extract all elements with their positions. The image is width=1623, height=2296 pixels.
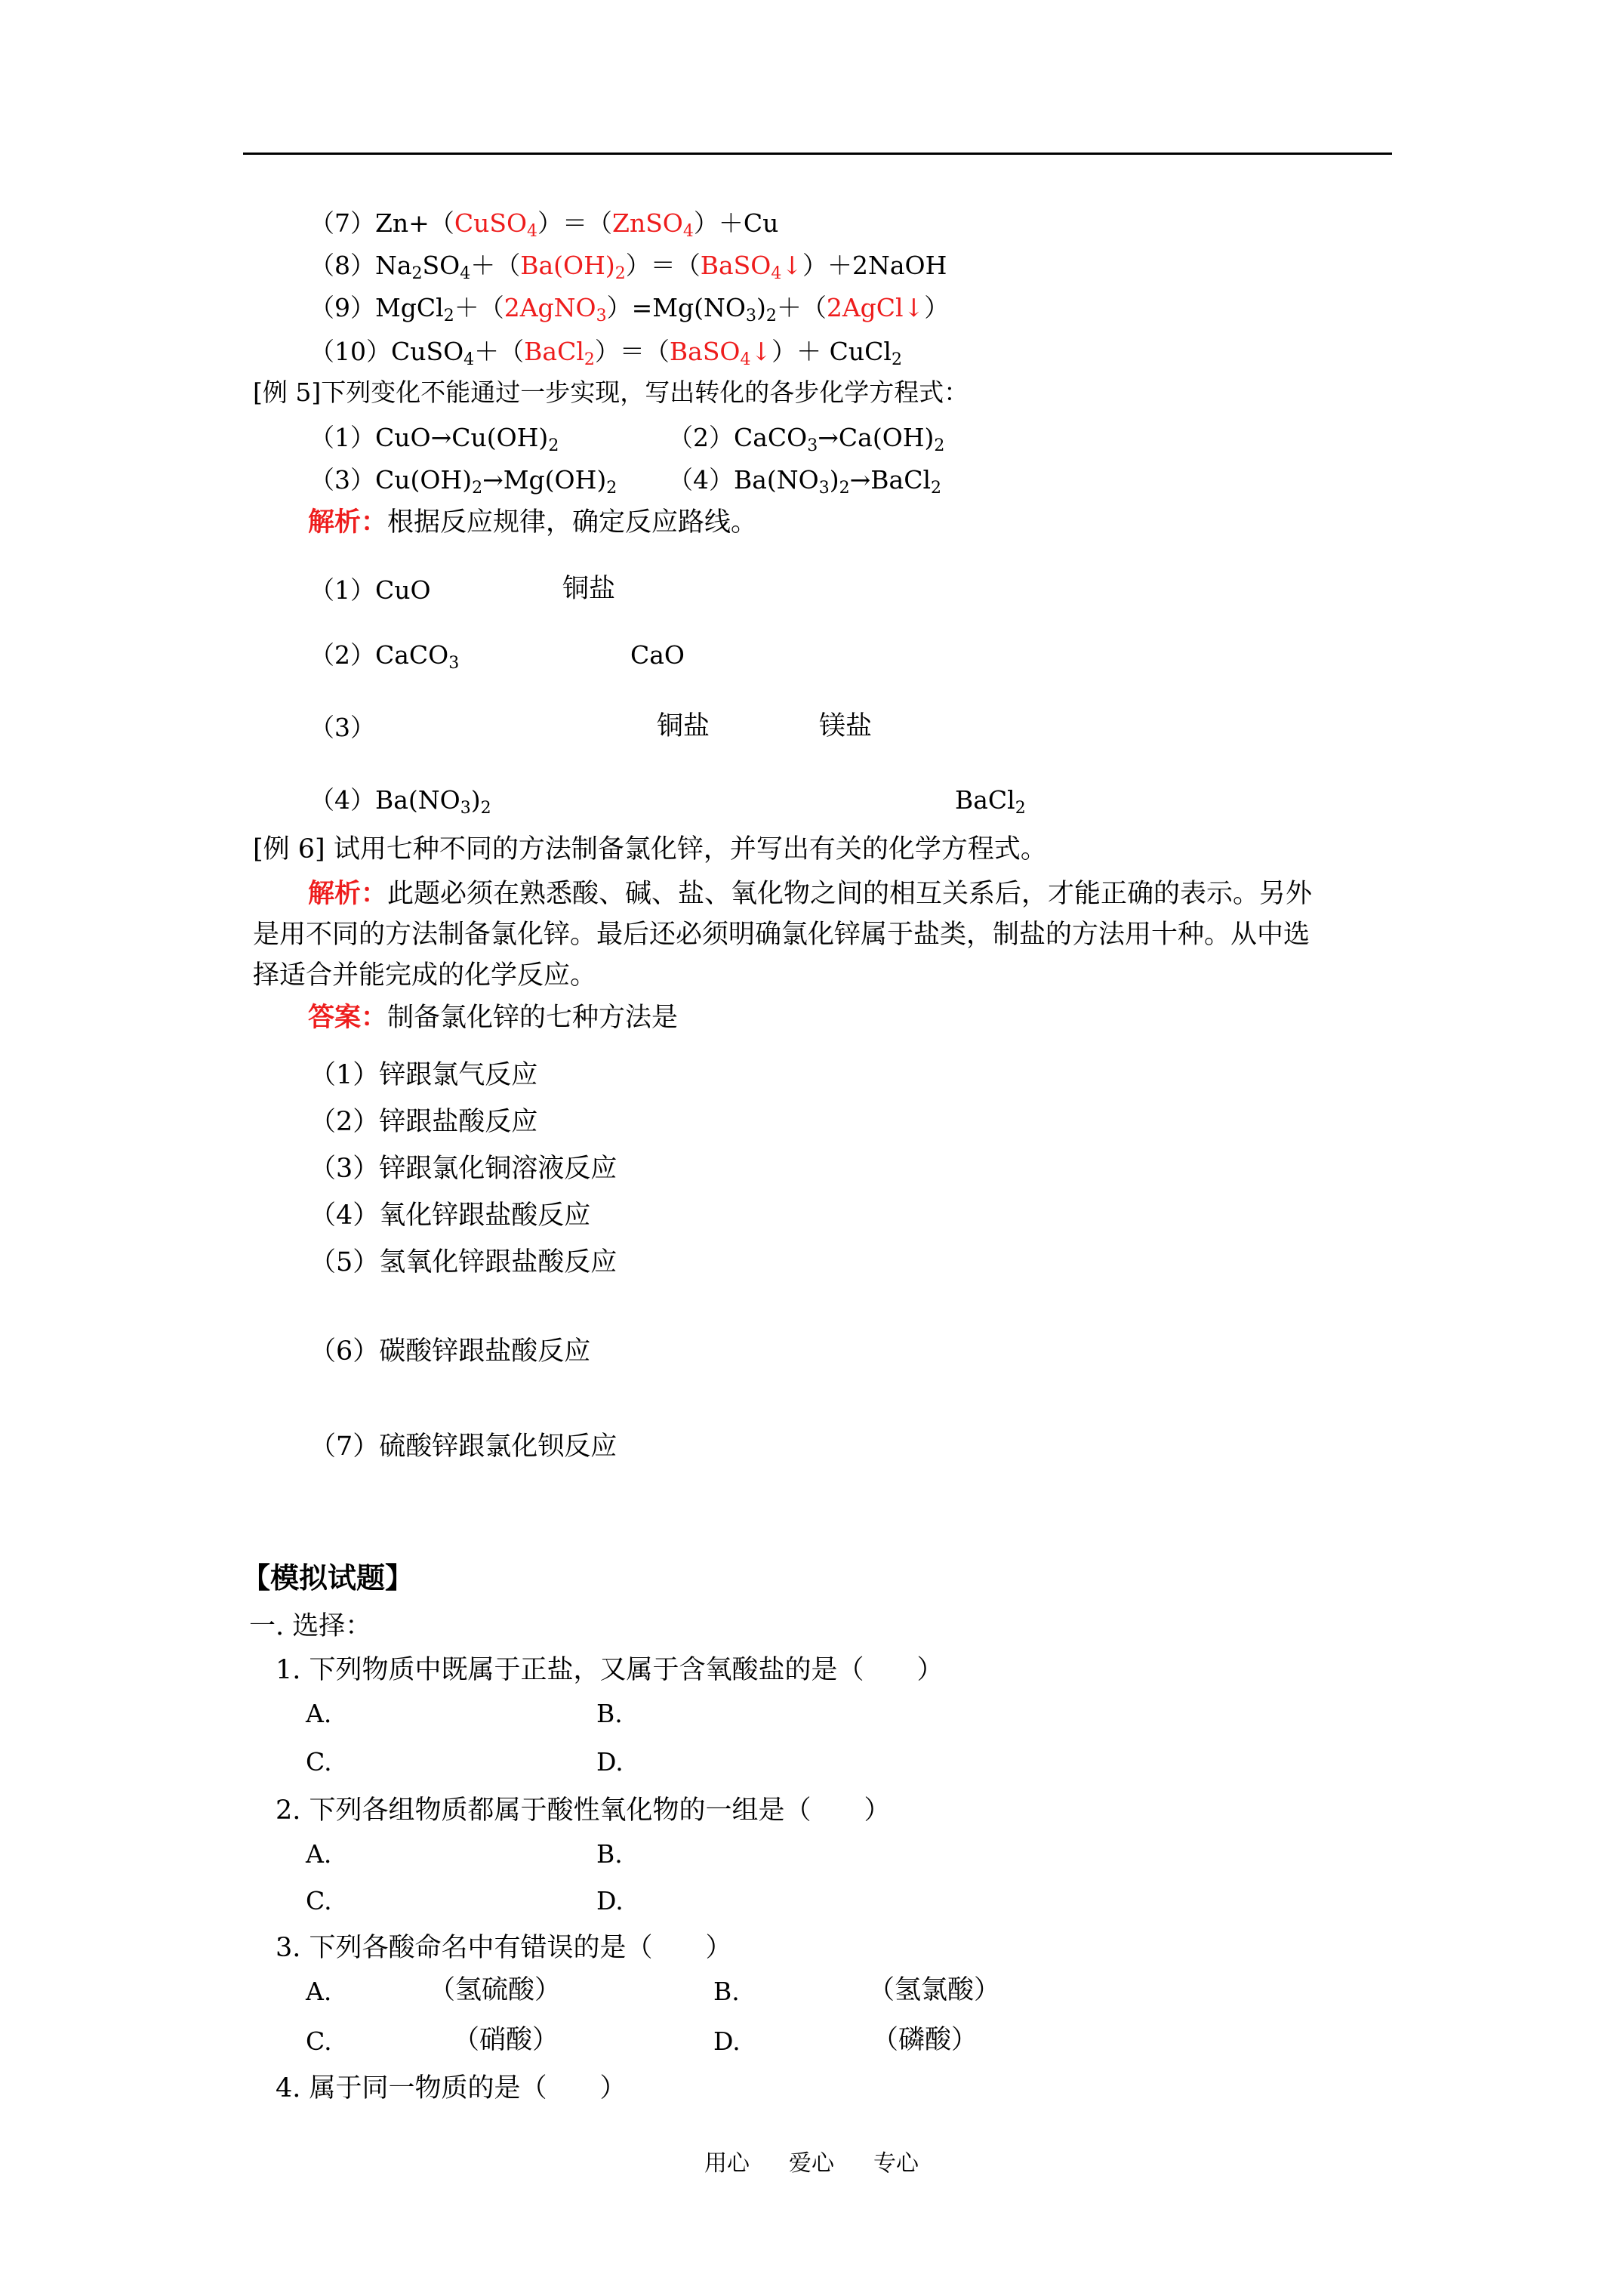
route-1-node: 铜盐 <box>562 574 616 604</box>
answer-blank: BaSO$_4$↓ <box>700 251 802 283</box>
route-3-node-copper-salt: 铜盐 <box>657 711 710 741</box>
equation-7: （7）Zn+（CuSO$_4$）＝（ZnSO$_4$）＋Cu <box>310 208 779 241</box>
answer-blank: 2AgNO$_3$ <box>504 293 607 325</box>
answer-blank: 2AgCl↓ <box>826 293 925 322</box>
footer-text: 专心 <box>873 2150 919 2177</box>
question-3: 3. 下列各酸命名中有错误的是（ ） <box>276 1933 732 1963</box>
method-item: （5）氢氧化锌跟盐酸反应 <box>310 1247 617 1277</box>
option-a: A. <box>306 1977 332 2006</box>
equation-9: $(9)MgCl_2+(2AgNO_3)=Mg(NO_3)_2+(2AgCl↓)$ <box>310 293 950 325</box>
conversion-4: $(4)Ba(NO_3)_2\to BaCl_2$ <box>668 465 941 498</box>
option-d: D. <box>596 1747 624 1777</box>
equation-8: $(8)Na_2SO_4+(Ba(OH)_2)=(BaSO_4↓)+2NaOH$ <box>310 251 947 283</box>
conversion-3: $(3)Cu(OH)_2\to Mg(OH)_2$ <box>310 465 617 498</box>
example-6-title: [例 6] 试用七种不同的方法制备氯化锌，并写出有关的化学方程式。 <box>253 834 1047 864</box>
option-c: C. <box>306 1886 332 1915</box>
example-6-answer: 答案：制备氯化锌的七种方法是 <box>308 1002 679 1033</box>
precipitate-arrow-icon: ↓ <box>750 337 772 366</box>
example-6-analysis-line-3: 择适合并能完成的化学反应。 <box>253 960 597 991</box>
method-item: （7）硫酸锌跟氯化钡反应 <box>310 1432 617 1462</box>
option-a: A. <box>306 1699 332 1728</box>
method-item: （6）碳酸锌跟盐酸反应 <box>310 1336 591 1367</box>
question-1: 1. 下列物质中既属于正盐，又属于含氧酸盐的是（ ） <box>276 1655 944 1685</box>
arrow-icon: → <box>430 423 452 452</box>
example-6-analysis-line-1: 解析：此题必须在熟悉酸、碱、盐、氧化物之间的相互关系后，才能正确的表示。另外 <box>308 878 1313 909</box>
arrow-icon: → <box>849 465 871 495</box>
method-item: （2）锌跟盐酸反应 <box>310 1107 538 1137</box>
option-c: C. <box>306 1747 332 1777</box>
option-d: D. <box>713 2026 741 2056</box>
option-c-text: （硝酸） <box>453 2025 559 2055</box>
precipitate-arrow-icon: ↓ <box>903 293 925 322</box>
precipitate-arrow-icon: ↓ <box>781 251 802 280</box>
question-4: 4. 属于同一物质的是（ ） <box>276 2073 627 2103</box>
option-d: D. <box>596 1886 624 1915</box>
option-d-text: （磷酸） <box>872 2025 978 2055</box>
conversion-2: $(2)CaCO_3\to Ca(OH)_2$ <box>668 423 945 455</box>
footer-text: 爱心 <box>789 2150 834 2177</box>
answer-blank: BaCl$_2$ <box>524 337 595 369</box>
example-5-analysis: 解析：根据反应规律，确定反应路线。 <box>308 507 758 538</box>
route-3-node-magnesium-salt: 镁盐 <box>819 711 873 741</box>
example-6-analysis-line-2: 是用不同的方法制备氯化锌。最后还必须明确氯化锌属于盐类，制盐的方法用十种。从中选 <box>253 920 1310 950</box>
route-2-start: （2）CaCO$_3$ <box>310 640 460 673</box>
method-item: （3）锌跟氯化铜溶液反应 <box>310 1154 617 1184</box>
option-c: C. <box>306 2026 332 2056</box>
arrow-icon: → <box>818 423 839 452</box>
arrow-icon: → <box>482 465 504 495</box>
footer-text: 用心 <box>704 2150 750 2177</box>
option-a: A. <box>306 1839 332 1869</box>
route-4-start: $(4)Ba(NO_3)_2$ <box>310 785 491 818</box>
equation-10: （10）CuSO$_4$＋（BaCl$_2$）＝（BaSO$_4$↓）＋ CuCl$_2$ <box>310 337 902 369</box>
route-2-node: CaO <box>630 640 685 670</box>
simulated-test-heading: 【模拟试题】 <box>242 1561 414 1595</box>
page-footer <box>0 2144 1623 2177</box>
section-title: 一. 选择： <box>249 1611 372 1641</box>
route-1-start: （1）CuO <box>310 575 431 605</box>
conversion-1: $(1)CuO\to Cu(OH)_2$ <box>310 423 559 455</box>
answer-blank: ZnSO$_4$ <box>612 208 694 241</box>
method-item: （1）锌跟氯气反应 <box>310 1060 538 1090</box>
option-a-text: （氢硫酸） <box>429 1975 562 2005</box>
answer-blank: BaSO$_4$↓ <box>669 337 772 369</box>
option-b: B. <box>713 1977 740 2006</box>
option-b-text: （氢氯酸） <box>868 1975 1001 2005</box>
answer-blank: $Ba(OH)_2$ <box>520 251 626 283</box>
answer-blank: CuSO$_4$ <box>454 208 538 241</box>
option-b: B. <box>596 1839 623 1869</box>
route-4-node: BaCl$_2$ <box>955 785 1026 818</box>
header-rule <box>243 153 1392 155</box>
example-5-title: [例 5]下列变化不能通过一步实现，写出转化的各步化学方程式： <box>253 378 969 407</box>
method-item: （4）氧化锌跟盐酸反应 <box>310 1200 591 1231</box>
question-2: 2. 下列各组物质都属于酸性氧化物的一组是（ ） <box>276 1795 891 1826</box>
route-3-start: （3） <box>310 713 375 742</box>
option-b: B. <box>596 1699 623 1728</box>
